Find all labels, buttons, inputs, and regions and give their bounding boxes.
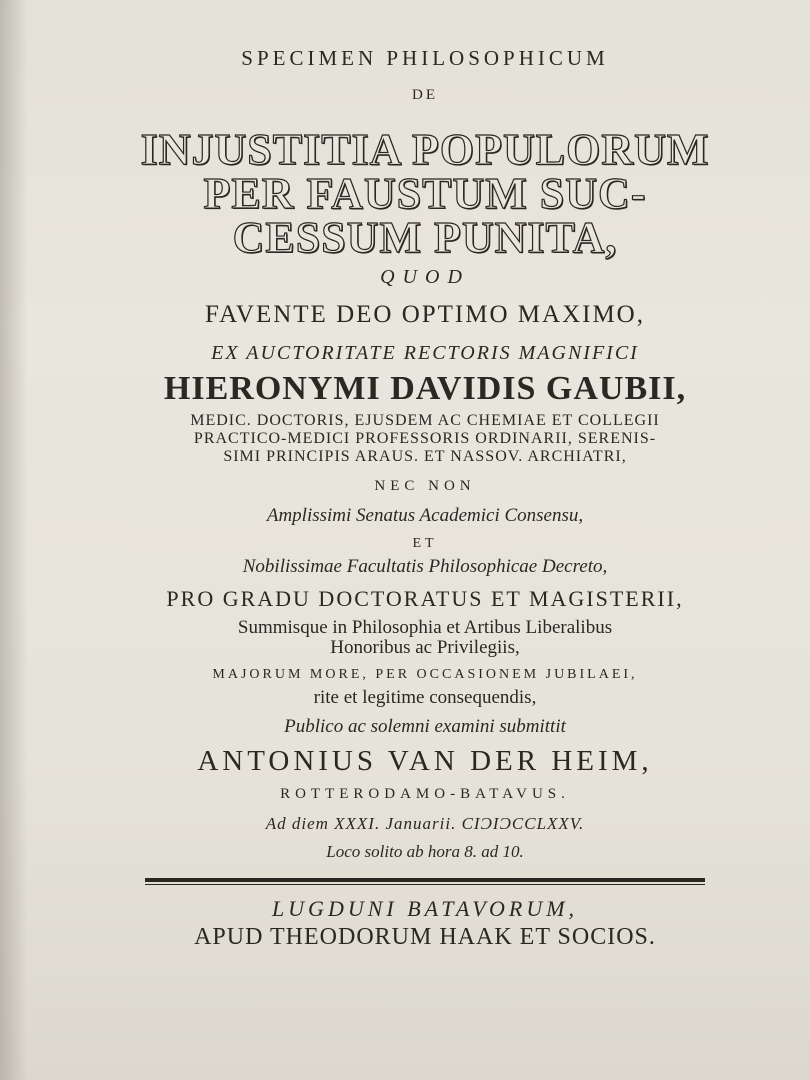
- line-lugduni: LUGDUNI BATAVORUM,: [271, 896, 579, 921]
- line-quod: QUOD: [380, 266, 470, 288]
- line-honoribus: Honoribus ac Privilegiis,: [330, 637, 520, 658]
- line-simi: SIMI PRINCIPIS ARAUS. ET NASSOV. ARCHIATRI,: [223, 448, 627, 465]
- line-summisque: Summisque in Philosophia et Artibus Liberalibus: [237, 617, 613, 638]
- line-favente: FAVENTE DEO OPTIMO MAXIMO,: [205, 301, 645, 328]
- line-apud: APUD THEODORUM HAAK ET SOCIOS.: [194, 924, 656, 950]
- line-et: ET: [412, 536, 438, 551]
- line-publico: Publico ac solemni examini submittit: [284, 716, 566, 737]
- double-rule-divider: [145, 878, 705, 885]
- line-amplissimi: Amplissimi Senatus Academici Consensu,: [266, 505, 584, 526]
- line-loco: Loco solito ab hora 8. ad 10.: [326, 842, 524, 861]
- line-majorum: MAJORUM MORE, PER OCCASIONEM JUBILAEI,: [212, 667, 638, 682]
- main-title-line-2: PER FAUSTUM SUC-: [203, 169, 647, 218]
- main-title-line-1: INJUSTITIA POPULORUM: [140, 125, 710, 174]
- line-nec-non: NEC NON: [374, 478, 476, 494]
- line-ad-diem: Ad diem XXXI. Januarii. CIƆIƆCCLXXV.: [265, 814, 585, 833]
- line-pro-gradu: PRO GRADU DOCTORATUS ET MAGISTERII,: [166, 586, 684, 611]
- line-ex-auctoritate: EX AUCTORITATE RECTORIS MAGNIFICI: [211, 342, 639, 364]
- line-medic: MEDIC. DOCTORIS, EJUSDEM AC CHEMIAE ET COLLEGII: [190, 412, 660, 429]
- line-practico: PRACTICO-MEDICI PROFESSORIS ORDINARII, SERENIS-: [193, 430, 657, 447]
- main-title-line-3: CESSUM PUNITA,: [232, 213, 618, 262]
- line-rector-name: HIERONYMI DAVIDIS GAUBII,: [163, 370, 687, 407]
- line-rotterodamo: ROTTERODAMO-BATAVUS.: [280, 786, 570, 802]
- line-specimen: SPECIMEN PHILOSOPHICUM: [241, 46, 609, 70]
- line-nobilissimae: Nobilissimae Facultatis Philosophicae Decreto,: [242, 556, 608, 577]
- line-author-name: ANTONIUS VAN DER HEIM,: [197, 745, 653, 777]
- page-edge-shadow: [0, 0, 28, 1080]
- line-rite: rite et legitime consequendis,: [313, 687, 537, 708]
- line-de: DE: [412, 87, 438, 103]
